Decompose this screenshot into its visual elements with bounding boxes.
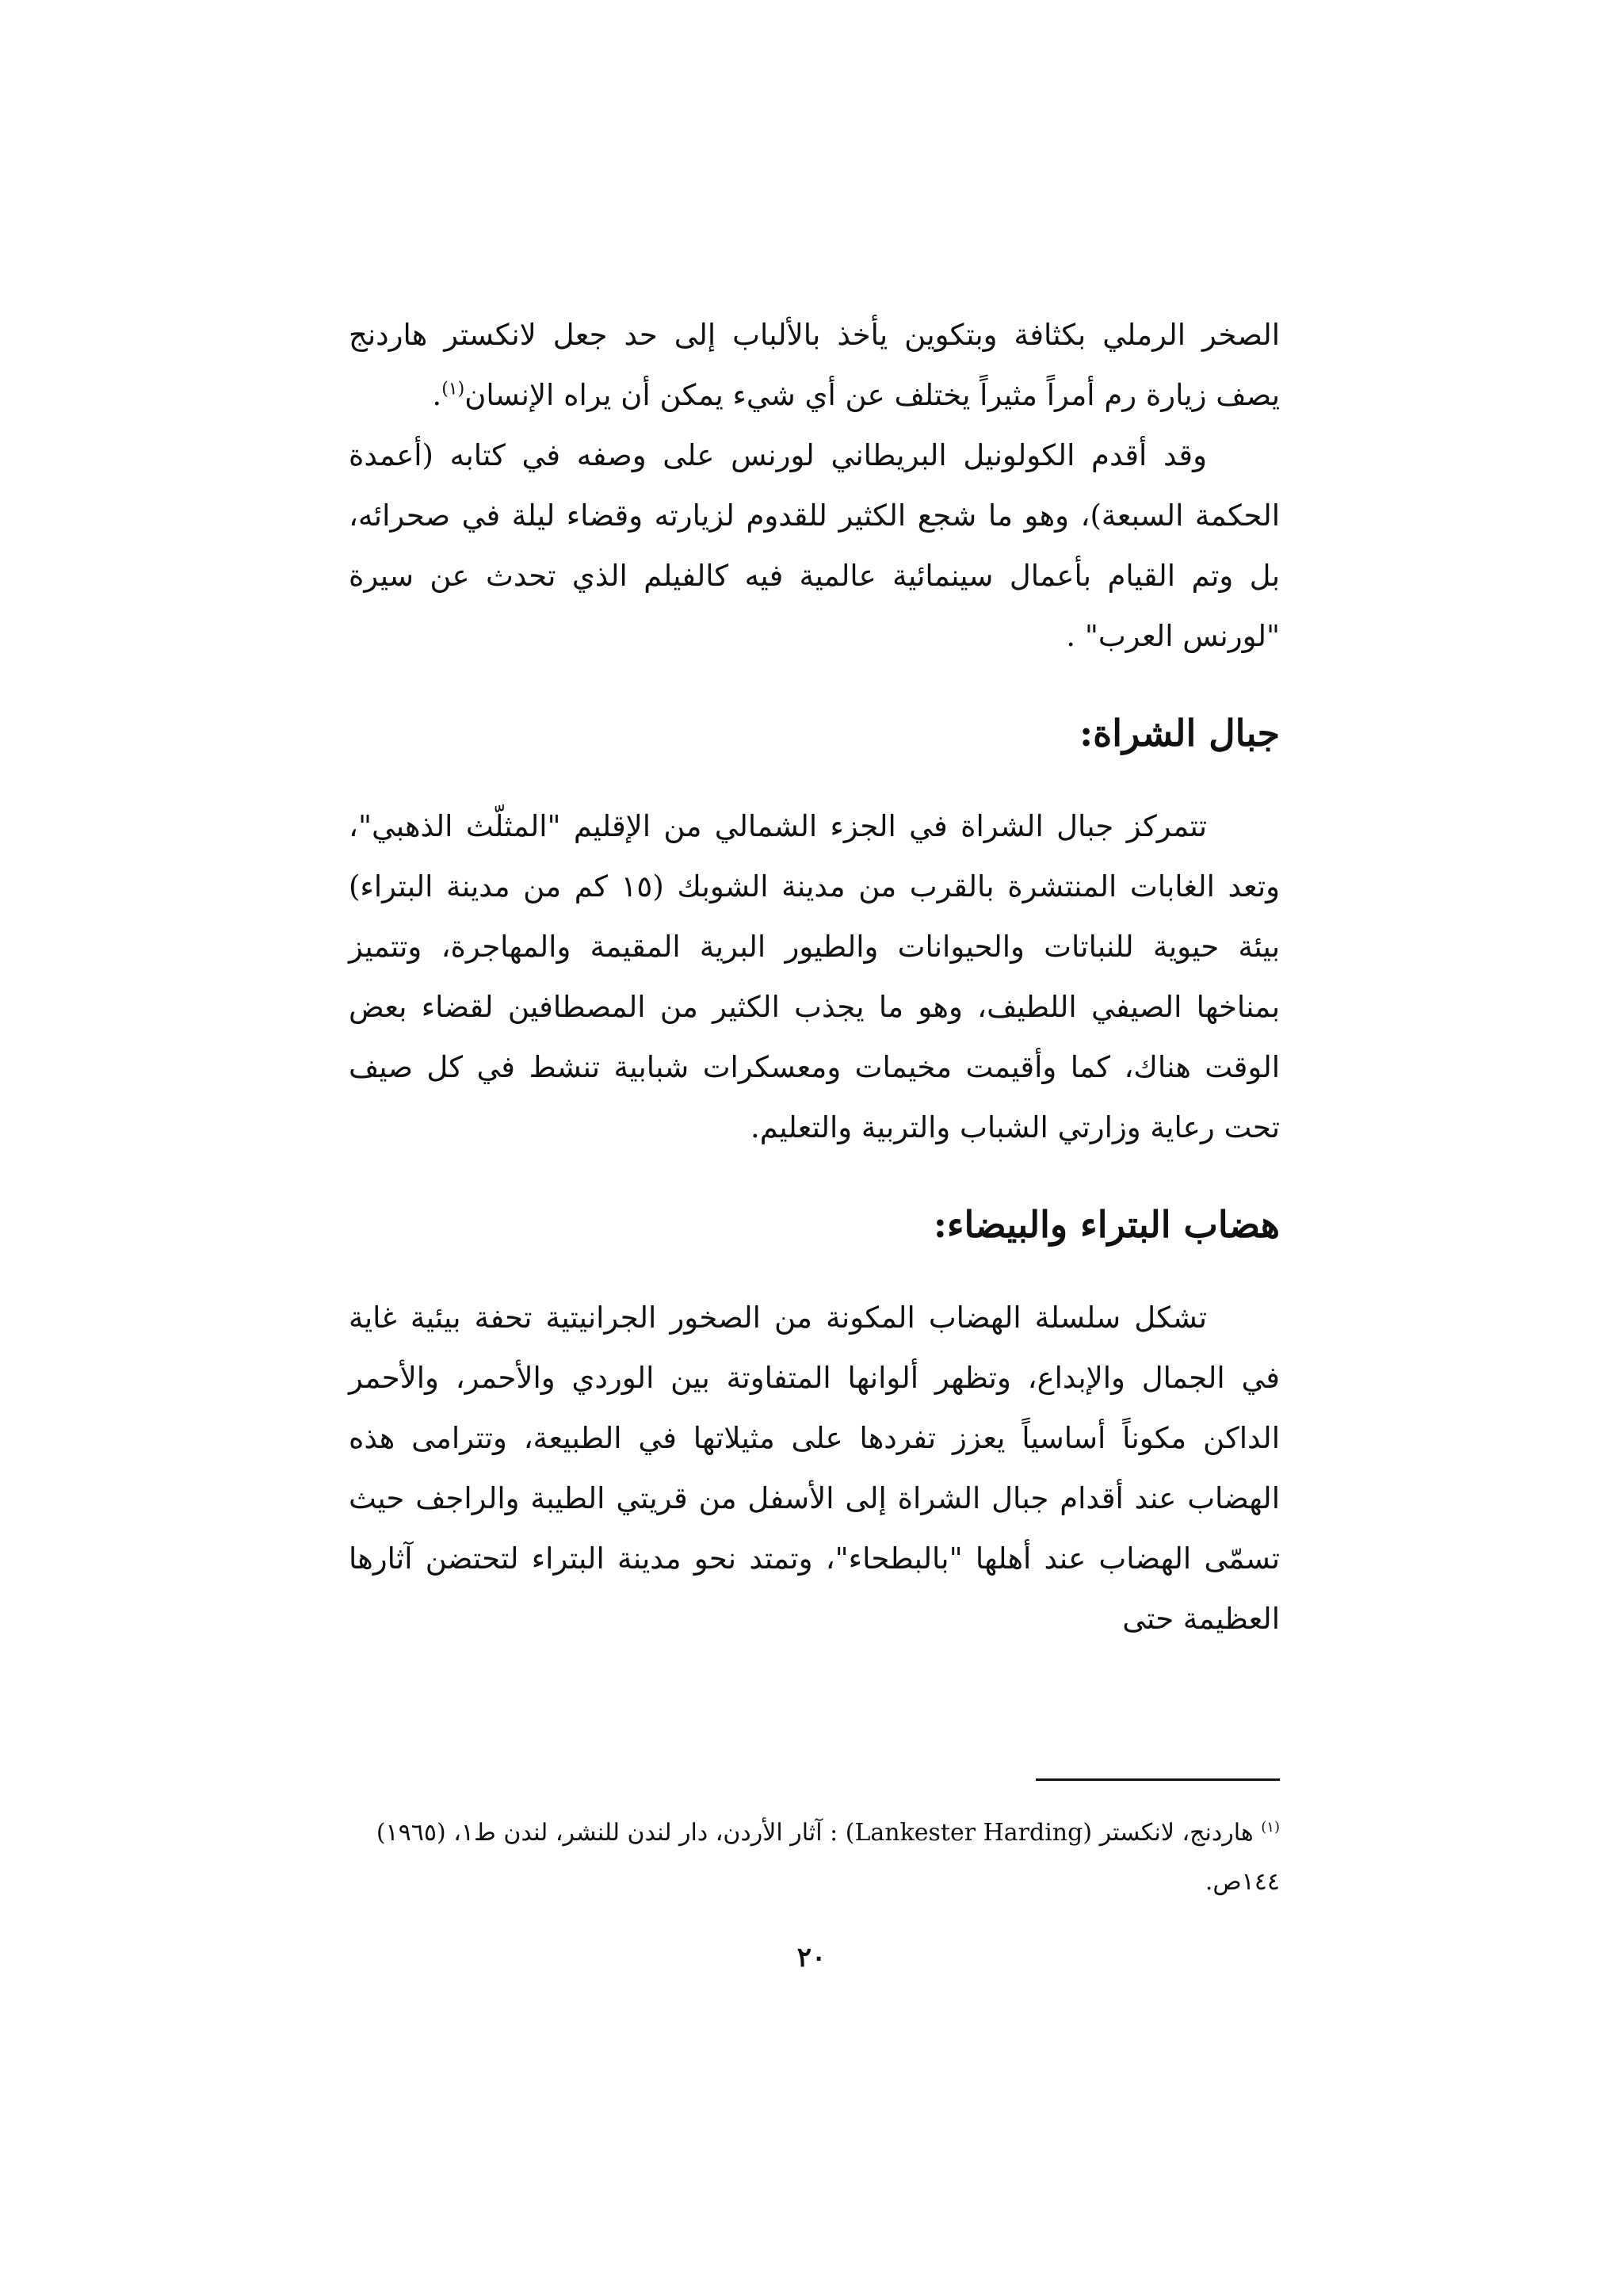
footnote-marker: (١)	[1261, 1819, 1280, 1836]
paragraph-2: وقد أقدم الكولونيل البريطاني لورنس على وصفه في كتابه (أعمدة الحكمة السبعة)، وهو ما شجع الكثير للقدوم لزيارته وقضاء ليلة في صحرائه، بل وتم القيام بأعمال سينمائية عالمية فيه كالفيلم الذي تحدث عن سيرة "لورنس العرب" .	[349, 438, 1280, 653]
page-number: ٢٠	[796, 1942, 827, 1973]
paragraph-1-text: الصخر الرملي بكثافة وبتكوين يأخذ بالألباب إلى حد جعل لانكستر هاردنج يصف زيارة رم أمراً مثيراً يختلف عن أي شيء يمكن أن يراه الإنسان	[349, 318, 1280, 412]
paragraph-1-end: .	[432, 378, 442, 412]
footnote-reference: (١)	[441, 379, 465, 399]
footnote	[349, 1803, 1280, 1907]
paragraph-1	[349, 305, 1280, 426]
footnote-text: هاردنج، لانكستر (Lankester Harding) : آثار الأردن، دار لندن للنشر، لندن ط١، (١٩٦٥) ١٤٤ص.	[376, 1819, 1280, 1896]
section-text-sharah: تتمركز جبال الشراة في الجزء الشمالي من الإقليم "المثلّث الذهبي"، وتعد الغابات المنتشرة بالقرب من مدينة الشوبك (١٥ كم من مدينة البتراء) بيئة حيوية للنباتات والحيوانات والطيور البرية المقيمة والمهاجرة، وتتميز بمناخها الصيفي اللطيف، وهو ما يجذب الكثير من المصطافين لقضاء بعض الوقت هناك، كما وأقيمت مخيمات ومعسكرات شبابية تنشط في كل صيف تحت رعاية وزارتي الشباب والتربية والتعليم.	[349, 809, 1280, 1144]
page-body	[349, 305, 1280, 1649]
section-heading-sharah: جبال الشراة:	[1079, 712, 1280, 755]
section-text-plateaus: تشكل سلسلة الهضاب المكونة من الصخور الجرانيتية تحفة بيئية غاية في الجمال والإبداع، وتظهر ألوانها المتفاوتة بين الوردي والأحمر، والأحمر الداكن مكوناً أساسياً يعزز تفردها على مثيلاتها في الطبيعة، وتترامى هذه الهضاب عند أقدام جبال الشراة إلى الأسفل من قريتي الطيبة والراجف حيث تسمّى الهضاب عند أهلها "بالبطحاء"، وتمتد نحو مدينة البتراء لتحتضن آثارها العظيمة حتى	[349, 1301, 1280, 1636]
section-heading-plateaus: هضاب البتراء والبيضاء:	[933, 1203, 1280, 1246]
footnote-divider	[1036, 1778, 1280, 1781]
